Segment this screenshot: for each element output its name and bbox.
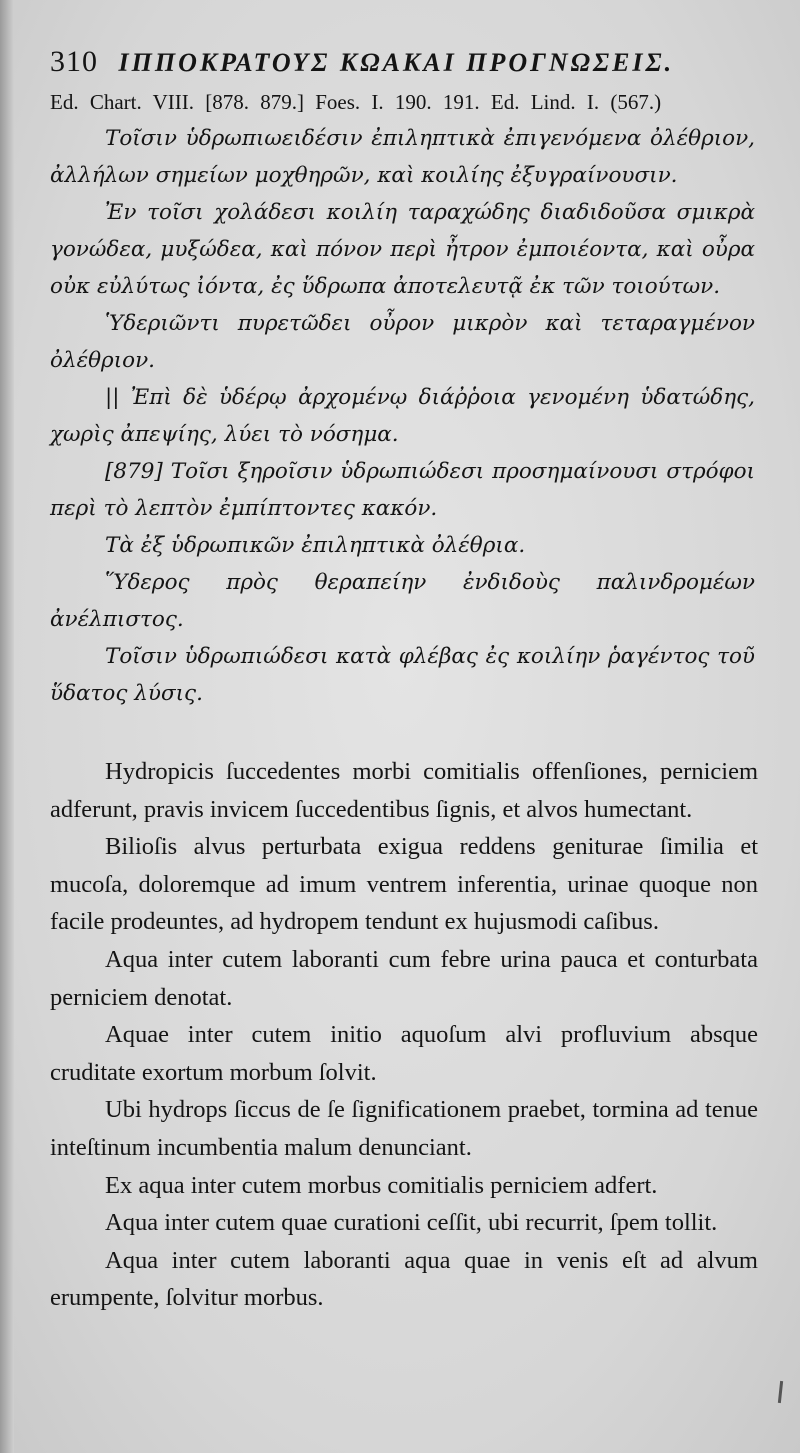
running-header bbox=[50, 45, 750, 79]
margin-mark bbox=[778, 1381, 783, 1403]
greek-paragraph: Τοῖσιν ὑδρωπιωειδέσιν ἐπιληπτικὰ ἐπιγενόμενα ὀλέθριον, ἀλλήλων σημείων μοχθηρῶν, καὶ κοιλίης ἐξυγραίνουσιν. bbox=[50, 126, 755, 188]
latin-paragraph: Hydropicis ſuccedentes morbi comitialis offenſiones, perniciem adferunt, pravis invicem ſuccedentibus ſignis, et alvos humectant. bbox=[50, 758, 758, 823]
greek-paragraph: Τοῖσιν ὑδρωπιώδεσι κατὰ φλέβας ἐς κοιλίην ῥαγέντος τοῦ ὕδατος λύσις. bbox=[50, 644, 755, 706]
running-title: ΙΠΠΟΚΡΑΤΟΥΣ ΚΩΑΚΑΙ ΠΡΟΓΝΩΣΕΙΣ. bbox=[118, 48, 675, 77]
greek-paragraph: Τὰ ἐξ ὑδρωπικῶν ἐπιληπτικὰ ὀλέθρια. bbox=[105, 533, 526, 558]
latin-paragraph: Ubi hydrops ſiccus de ſe ſignificationem praebet, tormina ad tenue inteſtinum incumbentia malum denunciant. bbox=[50, 1096, 758, 1161]
page-edge-shadow bbox=[0, 0, 14, 1453]
latin-paragraph: Bilioſis alvus perturbata exigua reddens geniturae ſimilia et mucoſa, doloremque ad imum ventrem inferentia, urinae quoque non facile prodeuntes, ad hydropem tendunt ex hujusmodi caſibus. bbox=[50, 833, 758, 936]
greek-paragraph: [879] Τοῖσι ξηροῖσιν ὑδρωπιώδεσι προσημαίνουσι στρόφοι περὶ τὸ λεπτὸν ἐμπίπτοντες κακόν. bbox=[50, 459, 755, 521]
greek-paragraph: || Ἐπὶ δὲ ὑδέρῳ ἀρχομένῳ διάῤῥοια γενομένη ὑδατώδης, χωρὶς ἀπεψίης, λύει τὸ νόσημα. bbox=[50, 385, 755, 447]
latin-paragraph: Aqua inter cutem laboranti cum febre urina pauca et conturbata perniciem denotat. bbox=[50, 945, 758, 1011]
latin-text-block bbox=[50, 753, 758, 1317]
page-number: 310 bbox=[50, 45, 98, 78]
greek-paragraph: Ἐν τοῖσι χολάδεσι κοιλίη ταραχώδης διαδιδοῦσα σμικρὰ γονώδεα, μυξώδεα, καὶ πόνον περὶ ἦτρον ἐμποιέοντα, καὶ οὖρα οὐκ εὐλύτως ἰόντα, ἐς ὕδρωπα ἀποτελευτᾷ ἐκ τῶν τοιούτων. bbox=[50, 200, 755, 299]
greek-paragraph: Ὕδερος πρὸς θεραπείην ἐνδιδοὺς παλινδρομέων ἀνέλπιστος. bbox=[50, 570, 755, 632]
greek-paragraph: Ὑδεριῶντι πυρετῶδει οὖρον μικρὸν καὶ τεταραγμένον ὀλέθριον. bbox=[50, 311, 755, 373]
latin-paragraph: Aqua inter cutem quae curationi ceſſit, ubi recurrit, ſpem tollit. bbox=[105, 1209, 718, 1237]
edition-references: Ed. Chart. VIII. [878. 879.] Foes. I. 190. 191. Ed. Lind. I. (567.) bbox=[50, 90, 662, 114]
latin-paragraph: Ex aqua inter cutem morbus comitialis perniciem adfert. bbox=[105, 1171, 658, 1199]
greek-text-block bbox=[50, 120, 755, 712]
latin-paragraph: Aquae inter cutem initio aquoſum alvi profluvium absque cruditate exortum morbum ſolvit. bbox=[50, 1021, 758, 1086]
latin-paragraph: Aqua inter cutem laboranti aqua quae in venis eſt ad alvum erumpente, ſolvitur morbus. bbox=[50, 1246, 758, 1312]
